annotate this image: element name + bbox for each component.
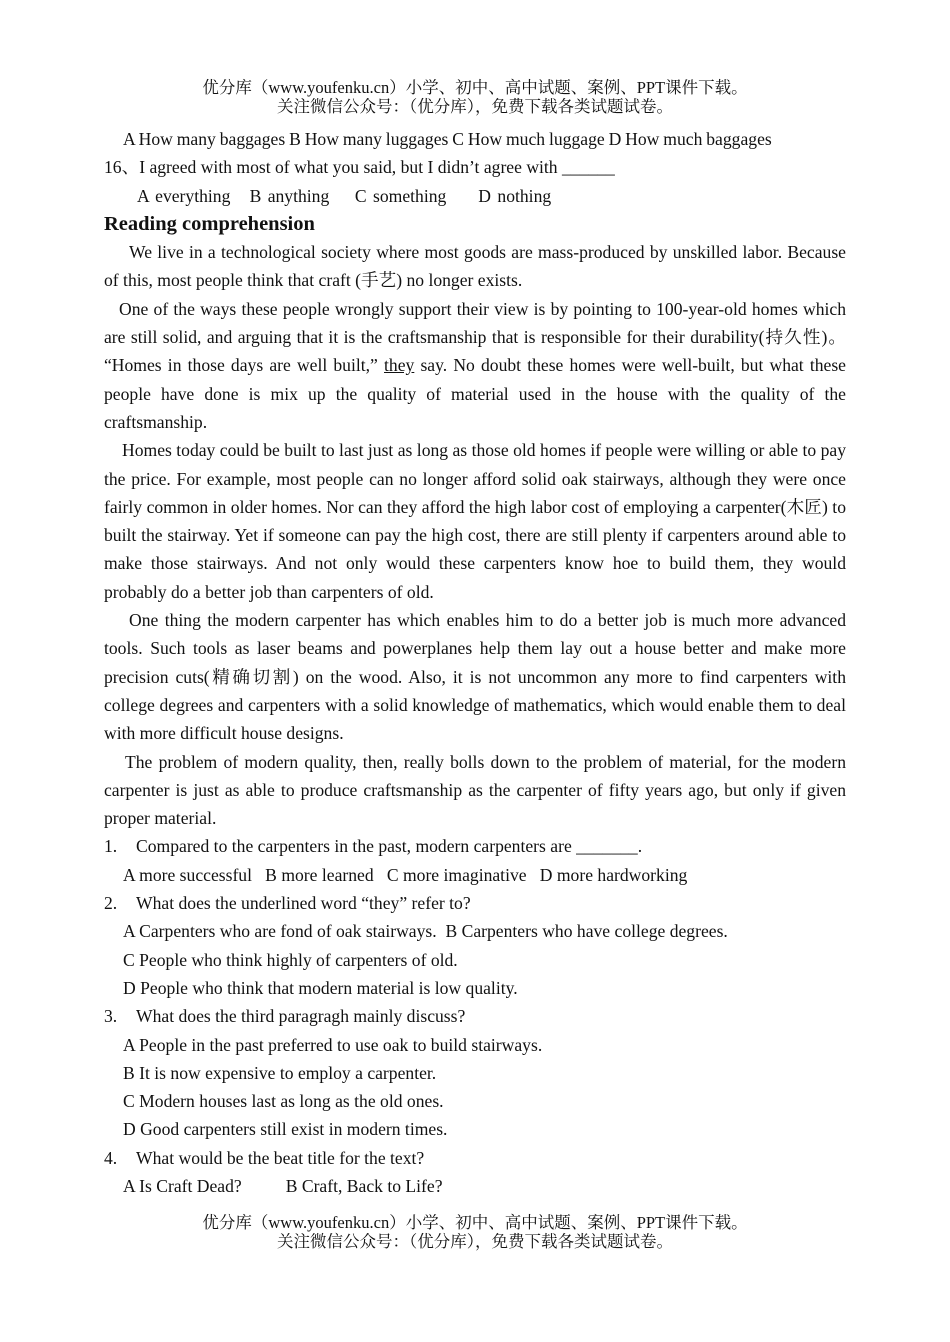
question-stem: What does the third paragragh mainly discuss? bbox=[136, 1006, 466, 1027]
footer-line-1: 优分库（www.youfenku.cn）小学、初中、高中试题、案例、PPT课件下载。 bbox=[202, 1213, 748, 1232]
question-option: A People in the past preferred to use oak to build stairways. bbox=[123, 1034, 543, 1055]
question-option: B It is now expensive to employ a carpenter. bbox=[123, 1062, 437, 1083]
question-option: A Is Craft Dead? B Craft, Back to Life? bbox=[123, 1175, 443, 1196]
question-option: D Good carpenters still exist in modern times. bbox=[123, 1119, 448, 1140]
question-option: C Modern houses last as long as the old ones. bbox=[123, 1091, 444, 1112]
paragraph-2-text-b: say. No doubt these homes were well-built, but what these people have done is mix up the quality of material used in the house with the quality of the craftsmanship. bbox=[104, 355, 846, 432]
question-number: 2. bbox=[104, 893, 118, 914]
passage-paragraph-4: One thing the modern carpenter has which enables him to do a better job is much more advanced tools. Such tools as laser beams and powerplanes help them lay out a house better and make more precision cuts(精确切割) on the wood. Also, it is not uncommon any more to find carpenters with college degrees and carpenters with a solid knowledge of mathematics, which would enable them to deal with more difficult house designs. bbox=[104, 610, 846, 744]
question-option: A more successful B more learned C more imaginative D more hardworking bbox=[123, 864, 688, 885]
question-option: A Carpenters who are fond of oak stairways. B Carpenters who have college degrees. bbox=[123, 921, 728, 942]
question-number: 4. bbox=[104, 1147, 118, 1168]
footer-line-2: 关注微信公众号：（优分库），免费下载各类试题试卷。 bbox=[277, 1232, 673, 1251]
passage-paragraph-1: We live in a technological society where most goods are mass-produced by unskilled labor. Because of this, most people think that craft (手艺) no longer exists. bbox=[104, 242, 846, 291]
page-header bbox=[0, 78, 950, 116]
paragraph-2-text-a: One of the ways these people wrongly support their view is by pointing to 100-year-old homes which are still solid, and arguing that it is the craftsmanship that is responsible for their durability(持久性)。 “Homes in those days are well built,” bbox=[104, 298, 846, 376]
passage-paragraph-3: Homes today could be built to last just as long as those old homes if people were willing or able to pay the price. For example, most people can no longer afford solid oak stairways, although they were once fairly common in older homes. Nor can they afford the high labor cost of employing a carpenter(木匠) to built the stairway. Yet if someone can pay the high cost, there are still plenty if carpenters around able to make those stairways. And not only would these carpenters know hoe to build them, they would probably do a better job than carpenters of old. bbox=[104, 440, 846, 602]
question-number: 1. bbox=[104, 836, 118, 857]
question-15-options: A How many baggages B How many luggages C How much luggage D How much baggages bbox=[123, 129, 772, 149]
header-line-2: 关注微信公众号：（优分库），免费下载各类试题试卷。 bbox=[277, 97, 673, 116]
question-stem: What would be the beat title for the text? bbox=[136, 1147, 425, 1168]
question-option: C People who think highly of carpenters of old. bbox=[123, 949, 458, 970]
question-1 bbox=[104, 832, 846, 889]
passage-paragraph-5: The problem of modern quality, then, really bolls down to the problem of material, for the modern carpenter is just as able to produce craftsmanship as the carpenter of fifty years ago, but only if given proper material. bbox=[104, 751, 846, 829]
page-footer bbox=[0, 1213, 950, 1251]
question-16-options: A everything B anything C something D nothing bbox=[137, 185, 552, 206]
question-2 bbox=[104, 889, 846, 1002]
question-16-stem: 16、I agreed with most of what you said, but I didn’t agree with ______ bbox=[104, 157, 615, 178]
question-number: 3. bbox=[104, 1006, 118, 1027]
question-stem: What does the underlined word “they” refer to? bbox=[136, 893, 471, 914]
passage-paragraph-2 bbox=[104, 295, 846, 436]
underlined-word-they: they bbox=[384, 355, 415, 376]
question-stem: Compared to the carpenters in the past, modern carpenters are _______. bbox=[136, 836, 643, 857]
content-body bbox=[104, 125, 846, 1200]
question-3 bbox=[104, 1002, 846, 1143]
header-line-1: 优分库（www.youfenku.cn）小学、初中、高中试题、案例、PPT课件下载。 bbox=[202, 78, 748, 97]
section-heading: Reading comprehension bbox=[104, 212, 315, 235]
question-4 bbox=[104, 1144, 846, 1201]
question-option: D People who think that modern material is low quality. bbox=[123, 977, 518, 998]
